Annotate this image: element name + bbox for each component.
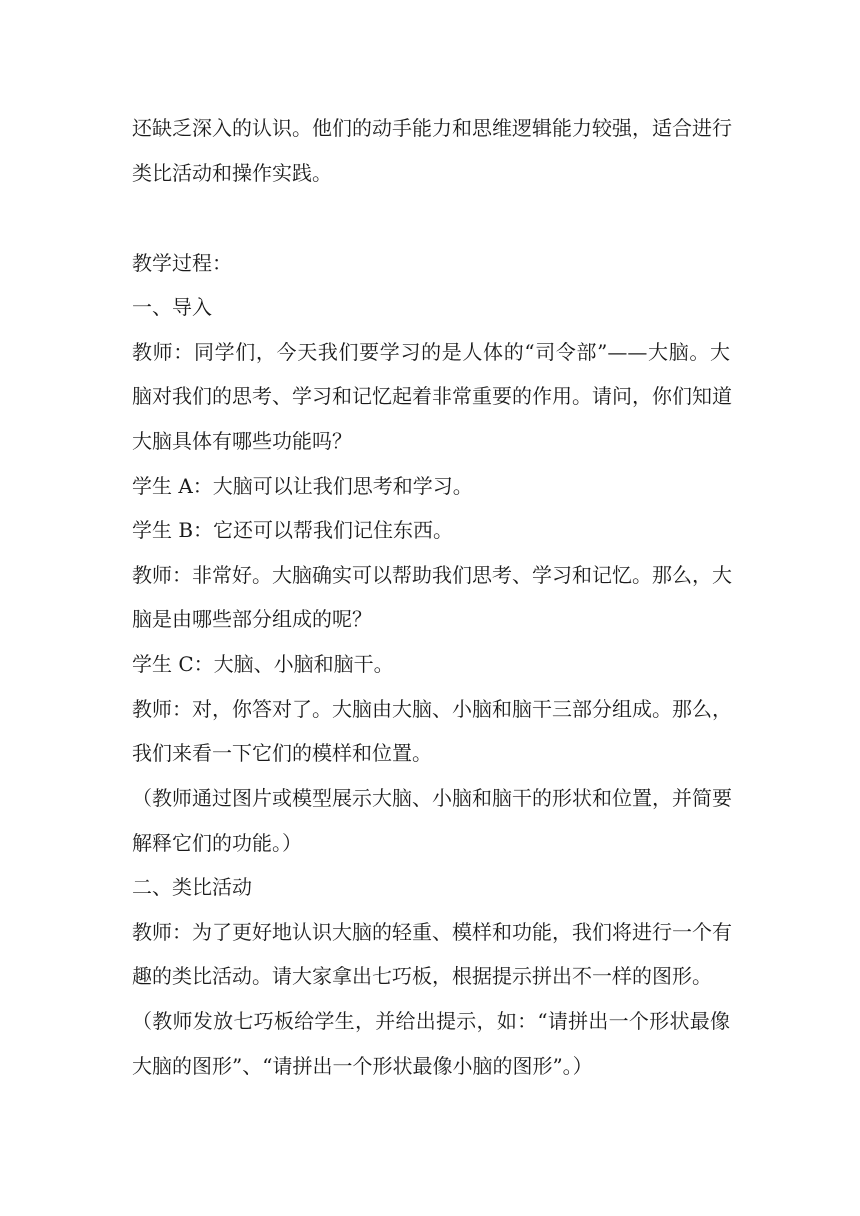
paragraph-line: 教师：同学们，今天我们要学习的是人体的“司令部”——大脑。大 <box>132 340 730 364</box>
paragraph-line: 解释它们的功能。） <box>132 831 302 855</box>
section-heading: 教学过程： <box>132 251 232 275</box>
paragraph-line: 大脑具体有哪些功能吗？ <box>132 429 352 453</box>
paragraph-line: 脑对我们的思考、学习和记忆起着非常重要的作用。请问，你们知道 <box>132 384 732 408</box>
paragraph-line: 教师：非常好。大脑确实可以帮助我们思考、学习和记忆。那么，大 <box>132 563 732 587</box>
paragraph-line: （教师发放七巧板给学生，并给出提示，如：“请拼出一个形状最像 <box>132 1009 730 1033</box>
paragraph-line: 教师：为了更好地认识大脑的轻重、模样和功能，我们将进行一个有 <box>132 920 732 944</box>
section-heading: 二、类比活动 <box>132 875 252 899</box>
paragraph-line: 趣的类比活动。请大家拿出七巧板，根据提示拼出不一样的图形。 <box>132 964 712 988</box>
paragraph-line: 脑是由哪些部分组成的呢？ <box>132 607 372 631</box>
paragraph-line: 学生 C：大脑、小脑和脑干。 <box>132 652 394 676</box>
paragraph-line: 类比活动和操作实践。 <box>132 161 332 185</box>
section-heading: 一、导入 <box>132 295 212 319</box>
paragraph-line: 学生 B：它还可以帮我们记住东西。 <box>132 518 454 542</box>
paragraph-line: 大脑的图形”、“请拼出一个形状最像小脑的图形”。） <box>132 1054 593 1078</box>
paragraph-line: （教师通过图片或模型展示大脑、小脑和脑干的形状和位置，并简要 <box>132 786 732 810</box>
paragraph-line: 学生 A：大脑可以让我们思考和学习。 <box>132 474 473 498</box>
paragraph-line: 我们来看一下它们的模样和位置。 <box>132 741 432 765</box>
paragraph-line: 教师：对，你答对了。大脑由大脑、小脑和脑干三部分组成。那么， <box>132 697 732 721</box>
paragraph-line: 还缺乏深入的认识。他们的动手能力和思维逻辑能力较强，适合进行 <box>132 116 732 140</box>
